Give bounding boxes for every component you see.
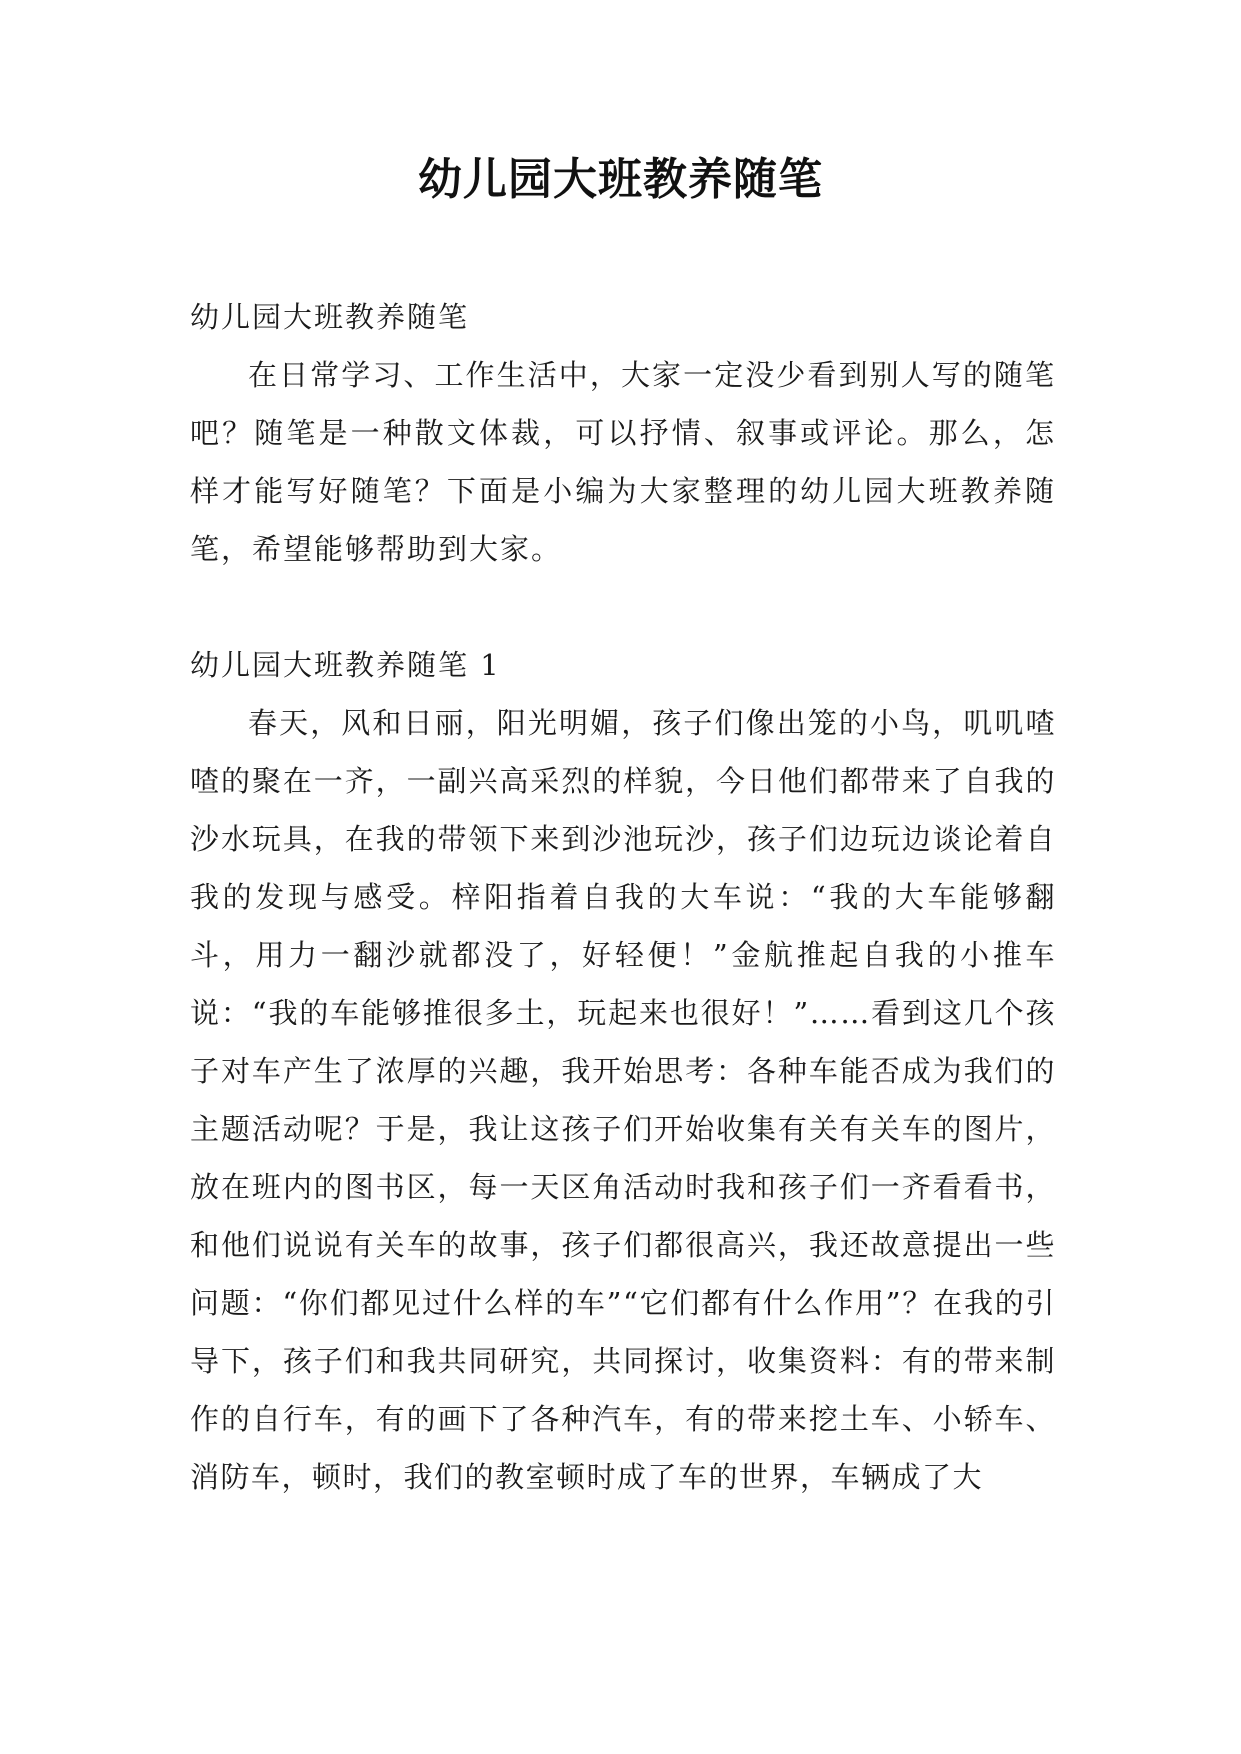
document-title: 幼儿园大班教养随笔: [418, 154, 823, 205]
section-heading: 幼儿园大班教养随笔 1: [190, 648, 501, 682]
section-spacer: [190, 578, 1056, 636]
section-paragraph: 春天，风和日丽，阳光明媚，孩子们像出笼的小鸟，叽叽喳喳的聚在一齐，一副兴高采烈的样貌，今日他们都带来了自我的沙水玩具，在我的带领下来到沙池玩沙，孩子们边玩边谈论着自我的发现与感受。梓阳指着自我的大车说：“我的大车能够翻斗，用力一翻沙就都没了，好轻便！”金航推起自我的小推车说：“我的车能够推很多土，玩起来也很好！”……看到这几个孩子对车产生了浓厚的兴趣，我开始思考：各种车能否成为我们的主题活动呢？于是，我让这孩子们开始收集有关有关车的图片，放在班内的图书区，每一天区角活动时我和孩子们一齐看看书，和他们说说有关车的故事，孩子们都很高兴，我还故意提出一些问题：“你们都见过什么样的车”“它们都有什么作用”？在我的引导下，孩子们和我共同研究，共同探讨，收集资料：有的带来制作的自行车，有的画下了各种汽车，有的带来挖土车、小轿车、消防车，顿时，我们的教室顿时成了车的世界，车辆成了大: [190, 706, 1056, 1494]
document-body: [190, 288, 1056, 1506]
intro-heading: 幼儿园大班教养随笔: [190, 300, 470, 334]
intro-paragraph: 在日常学习、工作生活中，大家一定没少看到别人写的随笔吧？随笔是一种散文体裁，可以抒情、叙事或评论。那么，怎样才能写好随笔？下面是小编为大家整理的幼儿园大班教养随笔，希望能够帮助到大家。: [190, 358, 1056, 566]
